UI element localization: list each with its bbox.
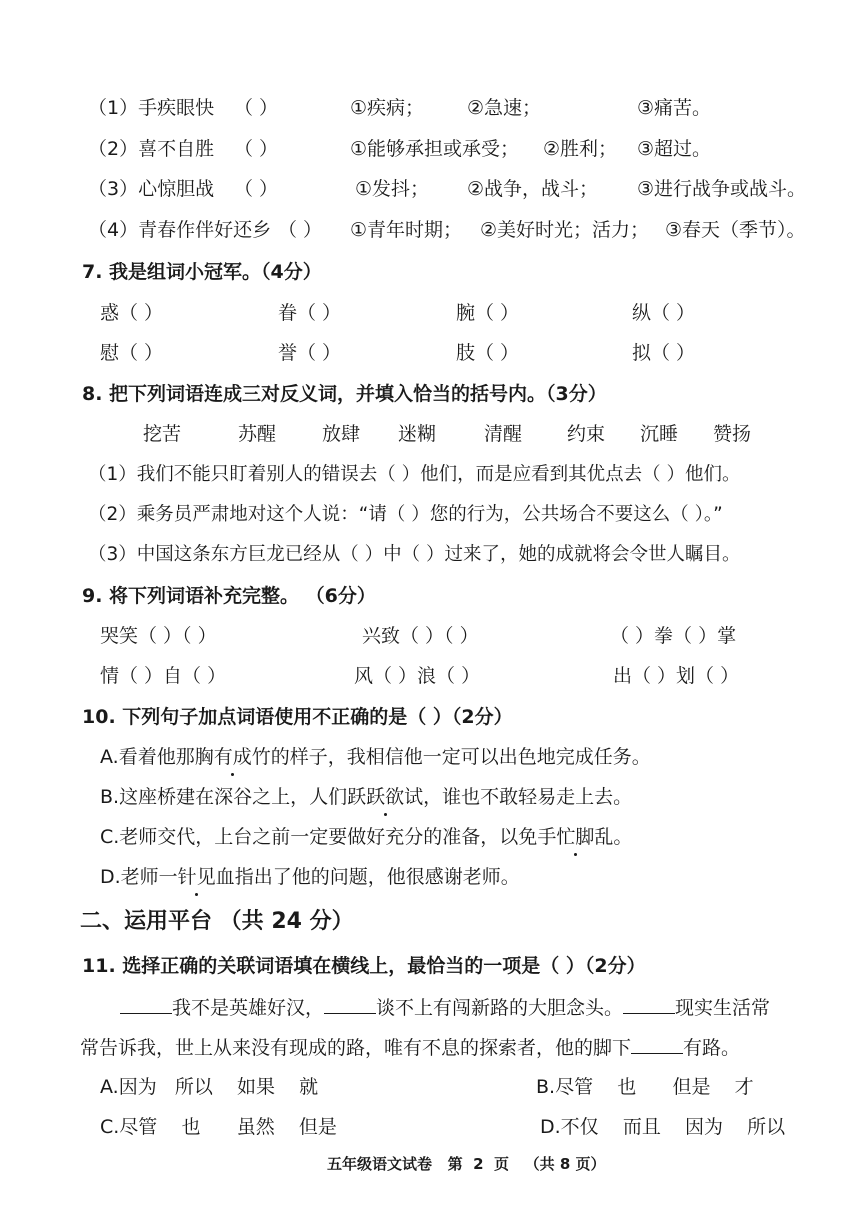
q8-word: 沉睡 bbox=[640, 423, 679, 445]
q6-item-3-term: （3）心惊胆战 bbox=[88, 178, 215, 200]
q9-idiom-2: 兴致（ ）（ ） bbox=[362, 625, 479, 647]
q6-item-3-meaning-1: ①发抖； bbox=[355, 178, 430, 200]
q7-word-1: 惑（ ） bbox=[100, 302, 164, 324]
q8-word: 苏醒 bbox=[238, 423, 277, 445]
q6-item-4-term: （4）青春作伴好还乡 bbox=[88, 219, 272, 241]
q6-item-4-paren: （ ） bbox=[278, 219, 323, 241]
q9-idiom-6: 出（ ）划（ ） bbox=[613, 665, 740, 687]
q6-item-4-meaning-2: ②美好时光；活力； bbox=[480, 219, 650, 241]
q6-item-2-paren: （ ） bbox=[234, 138, 279, 160]
q6-item-1-paren: （ ） bbox=[234, 97, 279, 119]
q6-item-2-meaning-3: ③超过。 bbox=[637, 138, 712, 160]
q8-word: 清醒 bbox=[484, 423, 523, 445]
q6-item-2-meaning-1: ①能够承担或承受； bbox=[350, 138, 520, 160]
q10-option-c: C.老师交代，上台之前一定要做好充分的准备，以免手忙脚乱。 bbox=[100, 823, 632, 851]
q6-item-2-meaning-2: ②胜利； bbox=[543, 138, 618, 160]
q6-item-1-meaning-1: ①疾病； bbox=[350, 97, 425, 119]
section-2-heading: 二、运用平台 （共 24 分） bbox=[80, 909, 354, 934]
q10-option-b: B.这座桥建在深谷之上，人们跃跃欲试，谁也不敢轻易走上去。 bbox=[100, 783, 632, 811]
q9-idiom-1: 哭笑（ ）（ ） bbox=[100, 625, 217, 647]
q11-heading: 11. 选择正确的关联词语填在横线上，最恰当的一项是（ ）（2分） bbox=[82, 955, 646, 977]
q6-item-3-paren: （ ） bbox=[234, 178, 279, 200]
q9-idiom-4: 情（ ）自（ ） bbox=[100, 665, 227, 687]
q8-word: 赞扬 bbox=[713, 423, 752, 445]
answer-blank[interactable] bbox=[324, 993, 376, 1014]
q9-heading: 9. 将下列词语补充完整。 （6分） bbox=[82, 585, 376, 607]
answer-blank[interactable] bbox=[623, 993, 675, 1014]
q8-heading: 8. 把下列词语连成三对反义词，并填入恰当的括号内。（3分） bbox=[82, 383, 607, 405]
q6-item-1-term: （1）手疾眼快 bbox=[88, 97, 215, 119]
q6-item-1-meaning-3: ③痛苦。 bbox=[637, 97, 712, 119]
q8-word: 迷糊 bbox=[398, 423, 437, 445]
q10-heading: 10. 下列句子加点词语使用不正确的是（ ）（2分） bbox=[82, 706, 513, 728]
q11-passage-line-2: 常告诉我，世上从来没有现成的路，唯有不息的探索者，他的脚下 有路。 bbox=[80, 1033, 740, 1062]
q6-item-3-meaning-3: ③进行战争或战斗。 bbox=[637, 178, 807, 200]
q8-word: 挖苦 bbox=[143, 423, 182, 445]
q7-word-4: 纵（ ） bbox=[632, 302, 696, 324]
q8-sentence-2: （2）乘务员严肃地对这个人说：“请（ ）您的行为，公共场合不要这么（ ）。” bbox=[88, 504, 723, 525]
q8-sentence-1: （1）我们不能只盯着别人的错误去（ ）他们，而是应看到其优点去（ ）他们。 bbox=[88, 464, 741, 485]
answer-blank[interactable] bbox=[120, 993, 172, 1014]
q7-heading: 7. 我是组词小冠军。（4分） bbox=[82, 261, 322, 283]
q9-idiom-3: （ ）拳（ ）掌 bbox=[610, 625, 737, 647]
q6-item-2-term: （2）喜不自胜 bbox=[88, 138, 215, 160]
q11-passage-line-1: 我不是英雄好汉， 谈不上有闯新路的大胆念头。 现实生活常 bbox=[120, 993, 770, 1022]
q6-item-3-meaning-2: ②战争，战斗； bbox=[467, 178, 599, 200]
q11-option-d: D.不仅 而且 因为 所以 bbox=[540, 1116, 786, 1138]
q7-word-2: 眷（ ） bbox=[278, 302, 342, 324]
q8-word: 约束 bbox=[567, 423, 606, 445]
answer-blank[interactable] bbox=[631, 1033, 683, 1054]
page-footer: 五年级语文试卷 第 2 页 （共 8 页） bbox=[327, 1155, 606, 1173]
q6-item-1-meaning-2: ②急速； bbox=[467, 97, 542, 119]
q7-word-7: 肢（ ） bbox=[456, 342, 520, 364]
q8-word: 放肆 bbox=[322, 423, 361, 445]
q7-word-5: 慰（ ） bbox=[100, 342, 164, 364]
q10-option-d: D.老师一针见血指出了他的问题，他很感谢老师。 bbox=[100, 863, 520, 891]
q11-option-b: B.尽管 也 但是 才 bbox=[536, 1076, 754, 1098]
q7-word-6: 誉（ ） bbox=[278, 342, 342, 364]
q7-word-3: 腕（ ） bbox=[456, 302, 520, 324]
q8-sentence-3: （3）中国这条东方巨龙已经从（ ）中（ ）过来了，她的成就将会令世人瞩目。 bbox=[88, 544, 741, 565]
q11-option-a: A.因为 所以 如果 就 bbox=[100, 1076, 319, 1098]
q7-word-8: 拟（ ） bbox=[632, 342, 696, 364]
q9-idiom-5: 风（ ）浪（ ） bbox=[354, 665, 481, 687]
q6-item-4-meaning-1: ①青年时期； bbox=[350, 219, 463, 241]
q6-item-4-meaning-3: ③春天（季节）。 bbox=[665, 219, 806, 241]
q11-option-c: C.尽管 也 虽然 但是 bbox=[100, 1116, 337, 1138]
q10-option-a: A.看着他那胸有成竹的样子，我相信他一定可以出色地完成任务。 bbox=[100, 743, 651, 771]
